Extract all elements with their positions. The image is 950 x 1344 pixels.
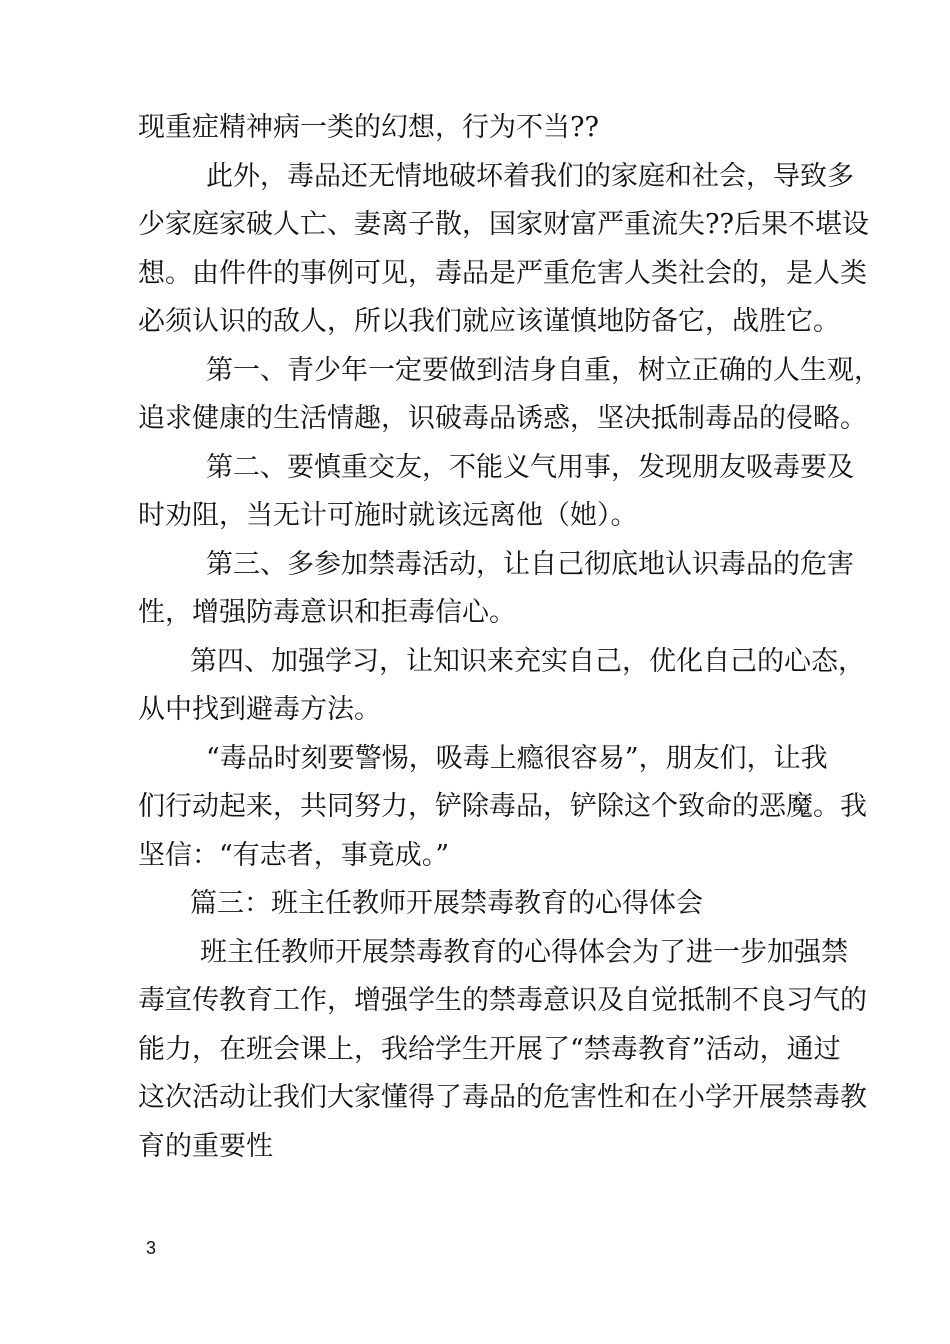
text-line: 第三、多参加禁毒活动，让自己彻底地认识毒品的危害 xyxy=(206,548,854,580)
text-line: 这次活动让我们大家懂得了毒品的危害性和在小学开展禁毒教 xyxy=(138,1082,867,1113)
text-line: 能力，在班会课上，我给学生开展了“禁毒教育”活动，通过 xyxy=(138,1033,841,1065)
body-text xyxy=(138,104,881,1171)
text-line: 追求健康的生活情趣，识破毒品诱惑，坚决抵制毒品的侵略。 xyxy=(138,403,867,434)
text-line: 此外，毒品还无情地破坏着我们的家庭和社会，导致多 xyxy=(206,160,854,192)
text-line: 育的重要性 xyxy=(138,1130,273,1162)
page-number: 3 xyxy=(146,1238,157,1258)
text-line: 们行动起来，共同努力，铲除毒品，铲除这个致命的恶魔。我 xyxy=(138,791,867,822)
text-line: 从中找到避毒方法。 xyxy=(138,694,381,725)
text-line: 第四、加强学习，让知识来充实自己，优化自己的心态， xyxy=(190,645,865,677)
text-line: 坚信：“有志者，事竟成。” xyxy=(138,839,450,871)
text-line: 想。由件件的事例可见，毒品是严重危害人类社会的，是人类 xyxy=(138,257,867,289)
text-line: 第一、青少年一定要做到洁身自重，树立正确的人生观， xyxy=(206,354,881,386)
text-line: 现重症精神病一类的幻想，行为不当?? xyxy=(138,112,599,143)
text-line: 毒宣传教育工作，增强学生的禁毒意识及自觉抵制不良习气的 xyxy=(138,985,867,1016)
text-line: 时劝阻，当无计可施时就该远离他（她）。 xyxy=(138,500,638,531)
text-line: 少家庭家破人亡、妻离子散，国家财富严重流失??后果不堪设 xyxy=(138,209,869,240)
text-line: 性，增强防毒意识和拒毒信心。 xyxy=(138,597,516,628)
text-line: 班主任教师开展禁毒教育的心得体会为了进一步加强禁 xyxy=(200,936,848,968)
text-line: 必须认识的敌人，所以我们就应该谨慎地防备它，战胜它。 xyxy=(138,306,840,337)
section-heading: 篇三：班主任教师开展禁毒教育的心得体会 xyxy=(190,888,703,919)
text-line: 第二、要慎重交友，不能义气用事，发现朋友吸毒要及 xyxy=(206,451,854,483)
text-line: “毒品时刻要警惕，吸毒上瘾很容易”，朋友们，让我 xyxy=(206,742,828,774)
